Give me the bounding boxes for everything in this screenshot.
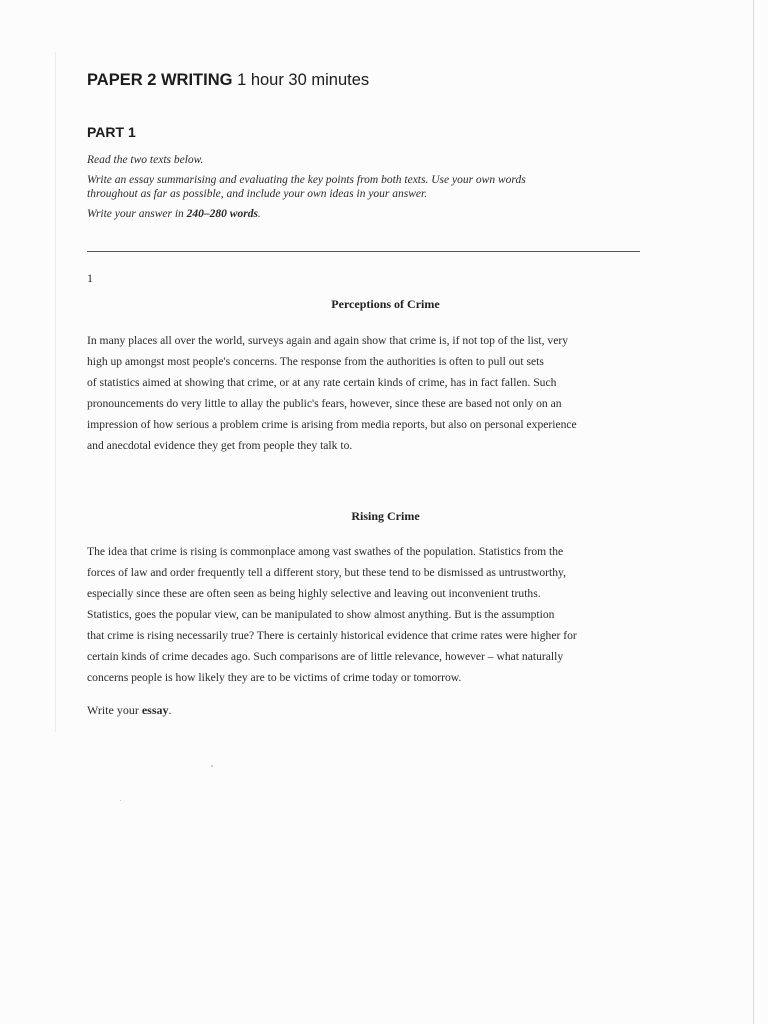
text-2-line: that crime is rising necessarily true? There is certainly historical evidence that crime rates were higher for bbox=[87, 629, 577, 642]
instruction-write-essay bbox=[87, 173, 647, 201]
text-1-line: In many places all over the world, surveys again and again show that crime is, if not top of the list, very bbox=[87, 334, 569, 347]
text-2-line: forces of law and order frequently tell a different story, but these tend to be dismissed as untrustworthy, bbox=[87, 566, 566, 579]
instruction-word-count bbox=[87, 207, 647, 221]
text-1-body bbox=[87, 330, 687, 456]
section-divider bbox=[87, 251, 640, 252]
closing-essay: essay bbox=[141, 703, 169, 717]
text-2-line: certain kinds of crime decades ago. Such comparisons are of little relevance, however – what naturally bbox=[87, 650, 564, 663]
scan-speck bbox=[120, 800, 121, 801]
text-2-body bbox=[87, 541, 687, 688]
instruction-read: Read the two texts below. bbox=[87, 154, 204, 166]
text-2-title: Rising Crime bbox=[351, 509, 420, 523]
word-count-prefix: Write your answer in bbox=[87, 208, 187, 220]
text-1-title: Perceptions of Crime bbox=[331, 297, 440, 311]
text-2-line: Statistics, goes the popular view, can be manipulated to show almost anything. But is the assumption bbox=[87, 608, 555, 621]
part-heading: PART 1 bbox=[87, 124, 136, 140]
question-number: 1 bbox=[87, 271, 93, 285]
text-2-line: especially since these are often seen as being highly selective and leaving out inconvenient truths. bbox=[87, 587, 541, 600]
scan-speck bbox=[211, 765, 213, 767]
closing-instruction bbox=[87, 703, 172, 718]
instruction-write-essay-line-1: Write an essay summarising and evaluating the key points from both texts. Use your own words bbox=[87, 174, 526, 186]
text-2-line: The idea that crime is rising is commonplace among vast swathes of the population. Statistics from the bbox=[87, 545, 564, 558]
task-instructions bbox=[87, 153, 647, 227]
closing-suffix: . bbox=[168, 703, 172, 717]
text-1-line: impression of how serious a problem crime is arising from media reports, but also on personal experience bbox=[87, 418, 577, 431]
text-1-line: pronouncements do very little to allay the public's fears, however, since these are based not only on an bbox=[87, 397, 562, 410]
instruction-write-essay-line-2: throughout as far as possible, and include your own ideas in your answer. bbox=[87, 188, 428, 200]
text-1-line: and anecdotal evidence they get from people they talk to. bbox=[87, 439, 353, 452]
text-2-line: concerns people is how likely they are to be victims of crime today or tomorrow. bbox=[87, 671, 462, 684]
word-count-range: 240–280 words bbox=[186, 208, 258, 220]
word-count-suffix: . bbox=[257, 208, 261, 220]
page-edge-shadow bbox=[753, 0, 754, 1024]
text-1-line: of statistics aimed at showing that crime, or at any rate certain kinds of crime, has in fact fallen. Such bbox=[87, 376, 557, 389]
paper-name: PAPER 2 WRITING bbox=[87, 71, 233, 89]
paper-duration: 1 hour 30 minutes bbox=[237, 71, 370, 89]
text-1-line: high up amongst most people's concerns. The response from the authorities is often to pull out sets bbox=[87, 355, 544, 368]
paper-title bbox=[87, 71, 369, 90]
scan-margin-mark bbox=[55, 52, 56, 732]
closing-prefix: Write your bbox=[87, 703, 142, 717]
